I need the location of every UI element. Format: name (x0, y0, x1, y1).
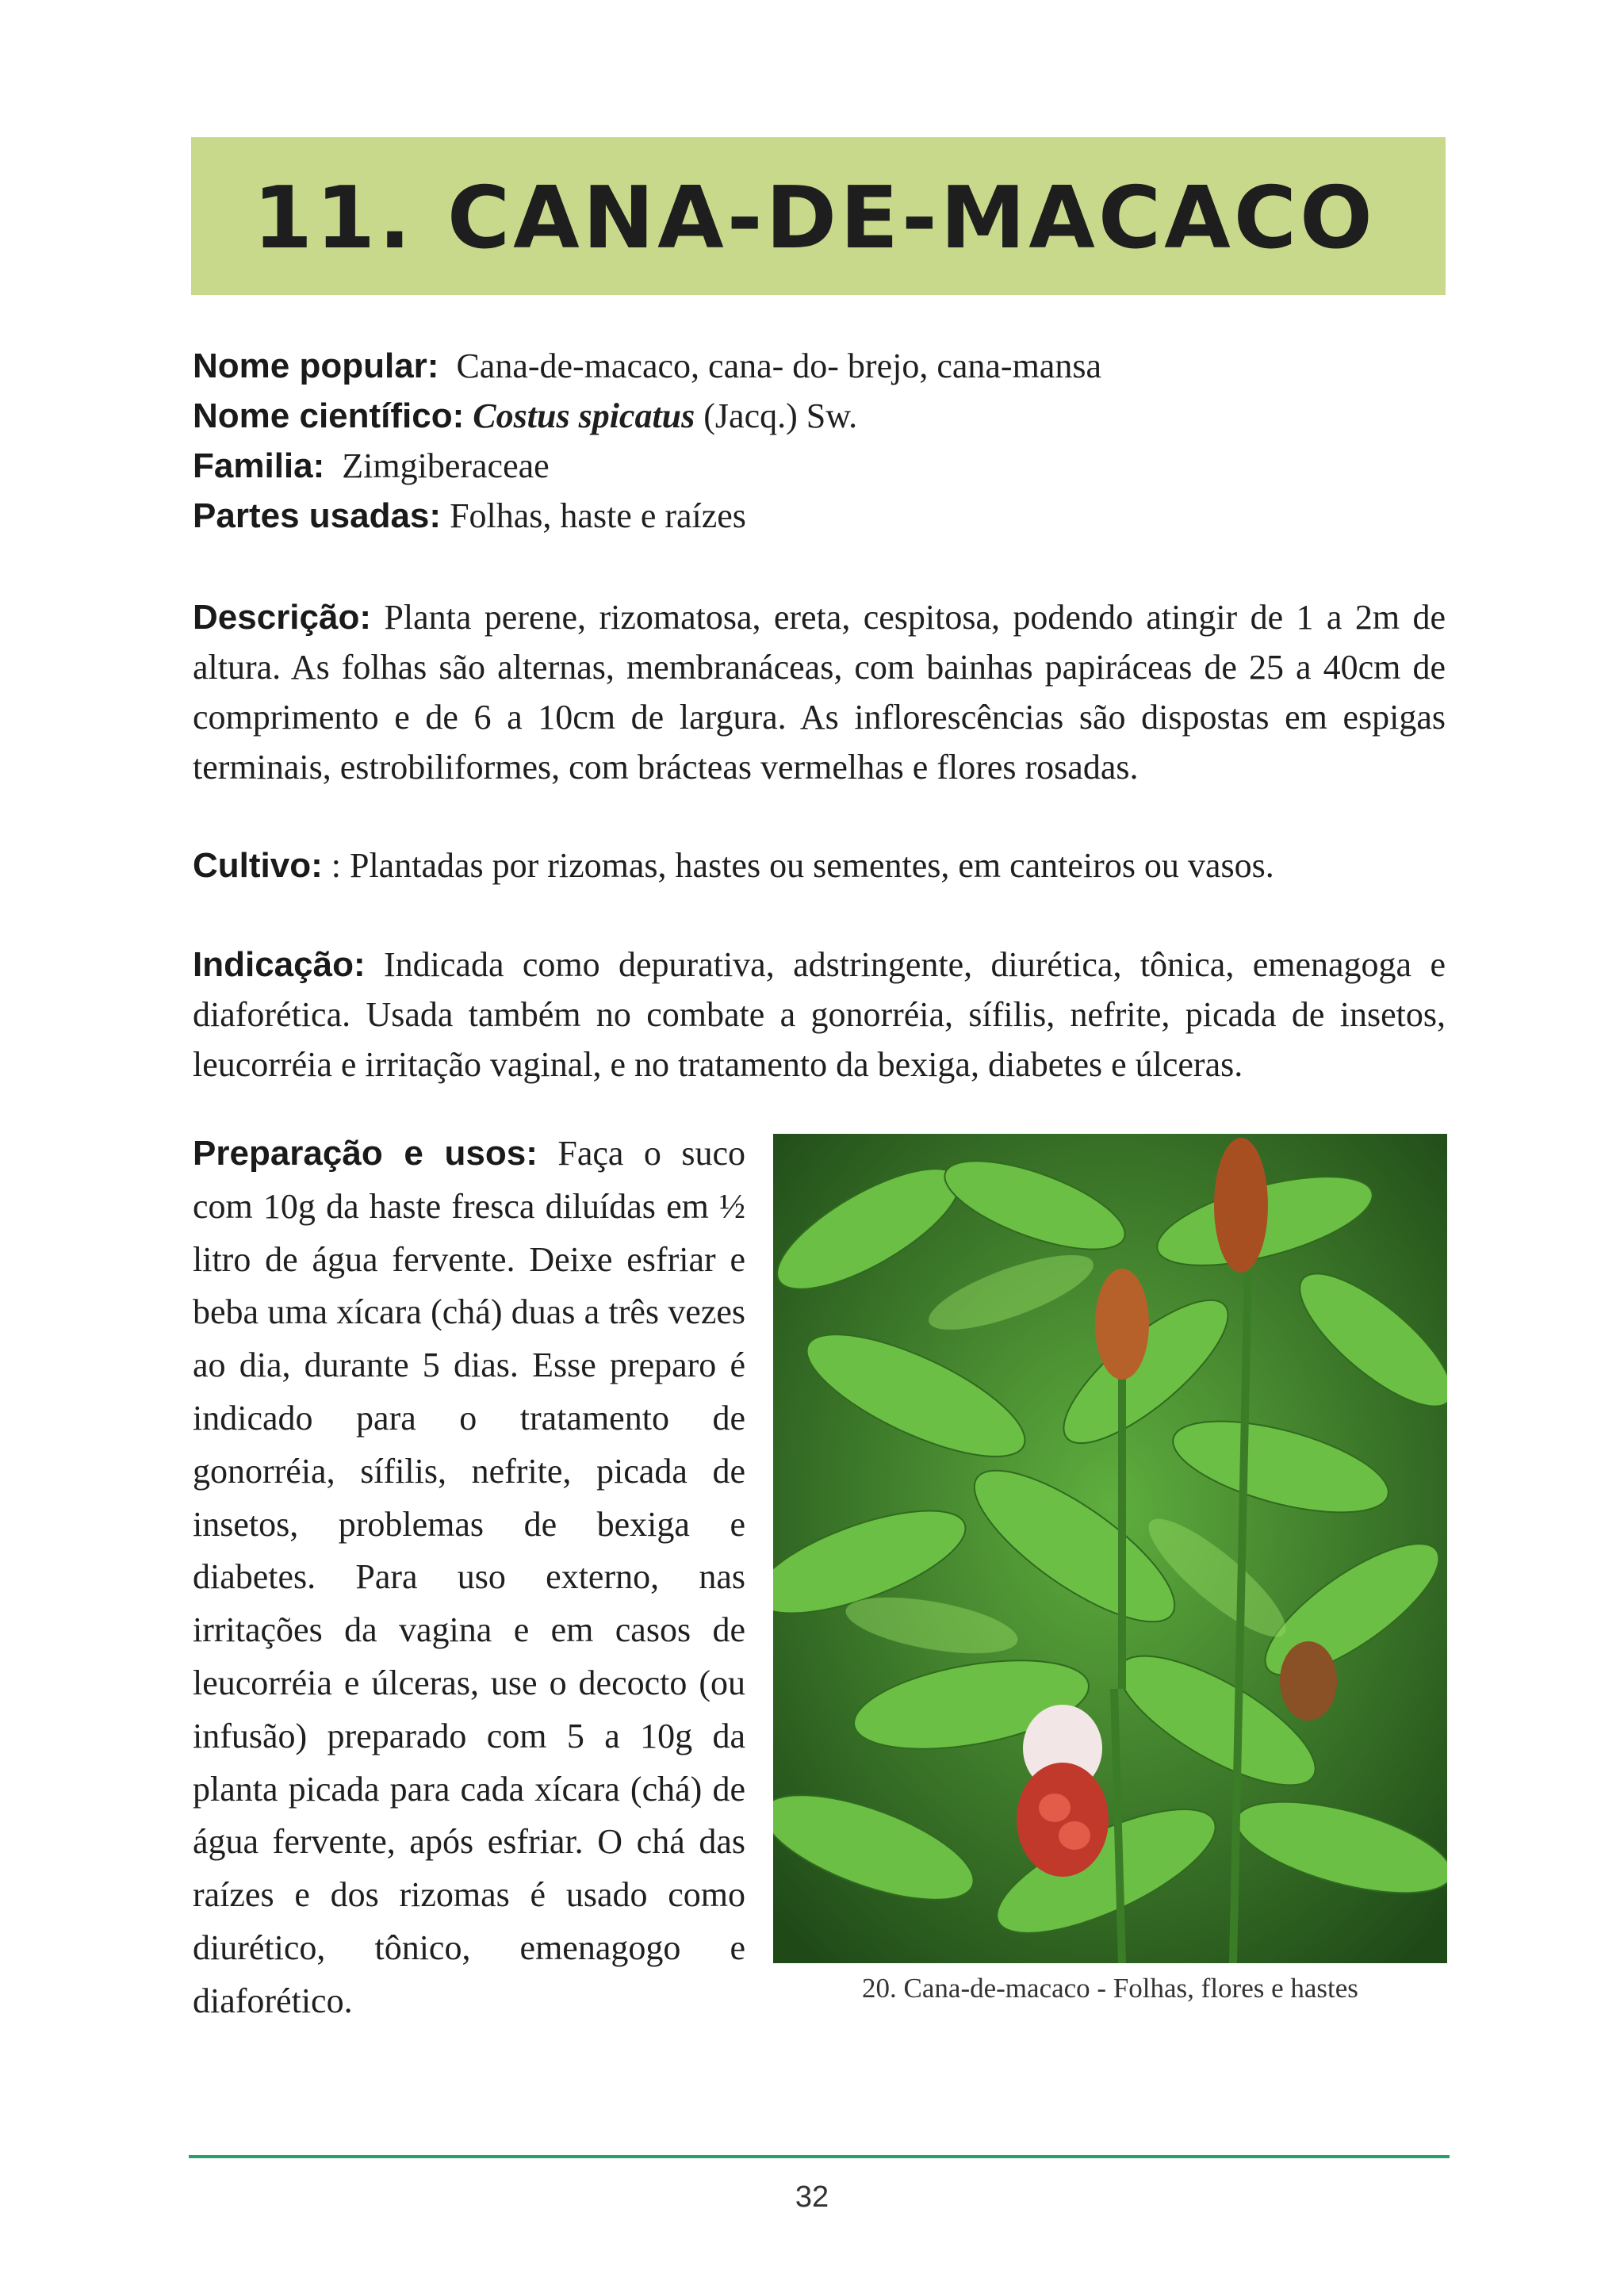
partes-usadas-label: Partes usadas: (193, 496, 442, 535)
cultivo-text: : Plantadas por rizomas, hastes ou sementes, em canteiros ou vasos. (331, 846, 1274, 885)
footer-rule (189, 2155, 1450, 2158)
figure-caption: 20. Cana-de-macaco - Folhas, flores e hastes (862, 1973, 1358, 2004)
cultivo-section (193, 840, 1446, 890)
indicacao-text: Indicada como depurativa, adstringente, diurética, tônica, emenagoga e diaforética. Usada também no combate a gonorréia, sífilis, nefrite, picada de insetos, leucorréia e irritação vaginal, e no tratamento da bexiga, diabetes e úlceras. (193, 945, 1446, 1084)
page-title: 11. CANA-DE-MACACO (253, 169, 1376, 268)
preparacao-label: Preparação e usos: (193, 1134, 538, 1173)
nome-popular-row (193, 341, 1446, 391)
nome-cientifico-label: Nome científico: (193, 396, 465, 435)
descricao-section (193, 592, 1446, 792)
indicacao-label: Indicação: (193, 945, 366, 984)
descricao-text: Planta perene, rizomatosa, ereta, cespitosa, podendo atingir de 1 a 2m de altura. As folhas são alternas, membranáceas, com bainhas papiráceas de 25 a 40cm de comprimento e de 6 a 10cm de largura. As inflorescências são dispostas em espigas terminais, estrobiliformes, com brácteas vermelhas e flores rosadas. (193, 598, 1446, 787)
descricao-label: Descrição: (193, 598, 372, 637)
species-name: Costus spicatus (473, 396, 695, 435)
plant-photo (773, 1134, 1447, 1963)
familia-value: Zimgiberaceae (342, 446, 550, 485)
page-number: 32 (795, 2180, 829, 2214)
indicacao-section (193, 940, 1446, 1089)
partes-usadas-value: Folhas, haste e raízes (450, 496, 746, 535)
species-author: (Jacq.) Sw. (703, 396, 858, 435)
nome-cientifico-row (193, 391, 1446, 441)
cultivo-label: Cultivo: (193, 846, 323, 885)
plant-info (193, 341, 1446, 541)
familia-label: Familia: (193, 446, 325, 485)
partes-usadas-row (193, 491, 1446, 541)
nome-popular-value: Cana-de-macaco, cana- do- brejo, cana-mansa (456, 346, 1101, 385)
plant-photo-drawing (773, 1134, 1447, 1963)
title-band (191, 137, 1446, 295)
preparacao-section (193, 1127, 745, 2028)
familia-row (193, 441, 1446, 491)
nome-popular-label: Nome popular: (193, 346, 439, 385)
preparacao-text: Faça o suco com 10g da haste fresca diluídas em ½ litro de água fervente. Deixe esfriar e beba uma xícara (chá) duas a três vezes ao dia, durante 5 dias. Esse preparo é indicado para o tratamento de gonorréia, sífilis, nefrite, picada de insetos, problemas de bexiga e diabetes. Para uso externo, nas irritações da vagina e em casos de leucorréia e úlceras, use o decocto (ou infusão) preparado com 5 a 10g da planta picada para cada xícara (chá) de água fervente, após esfriar. O chá das raízes e dos rizomas é usado como diurético, tônico, emenagogo e diaforético. (193, 1134, 746, 2020)
